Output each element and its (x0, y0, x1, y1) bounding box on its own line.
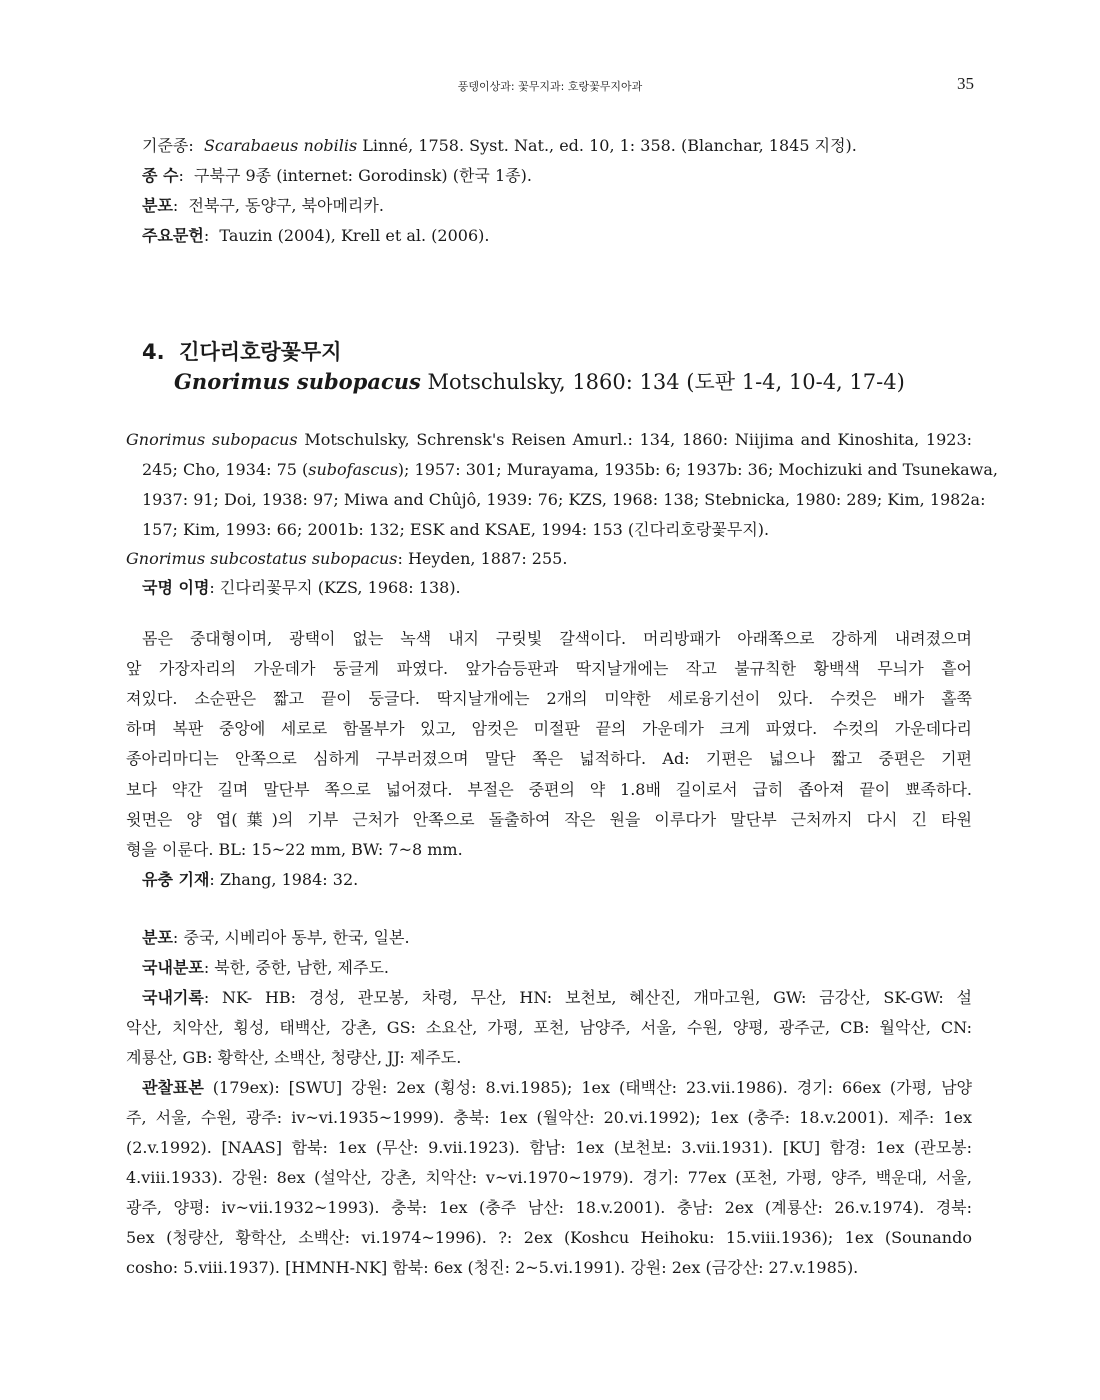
distribution-label: 분포 (142, 928, 173, 947)
description-line-1: 몸은 중대형이며, 광택이 없는 녹색 내지 구릿빛 갈색이다. 머리방패가 아래쪽으로 강하게 내려졌으며 (142, 629, 972, 648)
species-author-plates: Motschulsky, 1860: 134 (도판 1-4, 10-4, 17-4) (420, 370, 905, 394)
domestic-distribution-label: 국내분포 (142, 958, 204, 977)
specimens-line-3: (2.v.1992). [NAAS] 함북: 1ex (무산: 9.vii.1923). 함남: 1ex (보천보: 3.vii.1931). [KU] 함경: 1ex (관모봉: (126, 1138, 972, 1157)
domestic-records-line-2: 악산, 치악산, 횡성, 태백산, 강촌, GS: 소요산, 가평, 포천, 남양주, 서울, 수원, 양평, 광주군, CB: 월악산, CN: (126, 1018, 972, 1037)
domestic-records-label: 국내기록 (142, 988, 204, 1007)
korean-synonym-label: 국명 이명 (142, 578, 210, 597)
genus-distribution-label: 분포 (142, 196, 173, 215)
description-line-6: 보다 약간 길며 말단부 쪽으로 넓어졌다. 부절은 중편의 약 1.8배 길이로서 급히 좁아져 끝이 뾰족하다. (126, 780, 972, 799)
description-line-5: 종아리마디는 안쪽으로 심하게 구부러졌으며 말단 쪽은 넓적하다. Ad: 기편은 넓으나 짧고 중편은 기편 (126, 749, 972, 768)
species-number: 4. (142, 340, 165, 364)
species-count-line: 종 수: 구북구 9종 (internet: Gorodinsk) (한국 1종). (142, 166, 532, 185)
running-title: 풍뎅이상과: 꽃무지과: 호랑꽃무지아과 (457, 80, 643, 93)
description-line-3: 져있다. 소순판은 짧고 끝이 둥글다. 딱지날개에는 2개의 미약한 세로융기선이 있다. 수컷은 배가 홀쭉 (126, 689, 972, 708)
species-count-text: 구북구 9종 (internet: Gorodinsk) (한국 1종). (194, 166, 532, 185)
species-korean-name: 긴다리호랑꽃무지 (179, 340, 342, 364)
synonymy-line-5: Gnorimus subcostatus subopacus: Heyden, 1887: 255. (126, 549, 568, 568)
specimens-line-1: 관찰표본 (179ex): [SWU] 강원: 2ex (횡성: 8.vi.1985); 1ex (태백산: 23.vii.1986). 경기: 66ex (가평, 남양 (142, 1078, 972, 1097)
species-scientific-heading (174, 366, 905, 396)
domestic-distribution-line (142, 958, 389, 978)
distribution-line (142, 928, 410, 948)
type-species-name: Scarabaeus nobilis (203, 136, 358, 155)
larva-description-line (142, 870, 358, 890)
larva-text: : Zhang, 1984: 32. (209, 870, 359, 889)
larva-label: 유충 기재 (142, 870, 210, 889)
type-species-citation: Linné, 1758. Syst. Nat., ed. 10, 1: 358. (Blanchar, 1845 지정). (357, 136, 857, 155)
type-species-label: 기준종 (142, 136, 189, 155)
description-line-7: 윗면은 양 엽(葉)의 기부 근처가 안쪽으로 돌출하여 작은 원을 이루다가 말단부 근처까지 다시 긴 타원 (126, 810, 972, 829)
species-heading (142, 336, 342, 366)
key-references-label: 주요문헌 (142, 226, 204, 245)
domestic-distribution-text: : 북한, 중한, 남한, 제주도. (203, 958, 390, 977)
specimens-line-6: 5ex (청량산, 황학산, 소백산: vi.1974~1996). ?: 2ex (Koshcu Heihoku: 15.viii.1936); 1ex (Sounando (126, 1228, 972, 1247)
key-references-line: 주요문헌: Tauzin (2004), Krell et al. (2006). (142, 226, 490, 245)
species-scientific-name: Gnorimus subopacus (174, 369, 421, 394)
specimens-line-7: cosho: 5.viii.1937). [HMNH-NK] 함북: 6ex (청진: 2~5.vi.1991). 강원: 2ex (금강산: 27.v.1985). (126, 1258, 859, 1277)
distribution-text: : 중국, 시베리아 동부, 한국, 일본. (172, 928, 410, 947)
genus-distribution-line: 분포: 전북구, 동양구, 북아메리카. (142, 196, 384, 215)
description-line-2: 앞 가장자리의 가운데가 둥글게 파였다. 앞가슴등판과 딱지날개에는 작고 불규칙한 황백색 무늬가 흩어 (126, 659, 972, 678)
description-line-4: 하며 복판 중앙에 세로로 함몰부가 있고, 암컷은 미절판 끝의 가운데가 크게 파였다. 수컷의 가운데다리 (126, 719, 972, 738)
description-line-8: 형을 이룬다. BL: 15~22 mm, BW: 7~8 mm. (126, 840, 463, 859)
specimens-line-2: 주, 서울, 수원, 광주: iv~vi.1935~1999). 충북: 1ex (월악산: 20.vi.1992); 1ex (충주: 18.v.2001). 제주: 1ex (126, 1108, 972, 1127)
species-count-label: 종 수 (142, 166, 179, 185)
genus-distribution-text: 전북구, 동양구, 북아메리카. (188, 196, 384, 215)
synonymy-line-4: 157; Kim, 1993: 66; 2001b: 132; ESK and KSAE, 1994: 153 (긴다리호랑꽃무지). (142, 520, 770, 539)
synonymy-line-1: Gnorimus subopacus Motschulsky, Schrensk's Reisen Amurl.: 134, 1860: Niijima and Kinoshita, 1923: (126, 430, 973, 449)
specimens-line-4: 4.viii.1933). 강원: 8ex (설악산, 강촌, 치악산: v~vi.1970~1979). 경기: 77ex (포천, 가평, 양주, 백운대, 서울, (126, 1168, 972, 1187)
key-references-text: Tauzin (2004), Krell et al. (2006). (219, 226, 490, 245)
domestic-records-line-1: 국내기록: NK- HB: 경성, 관모봉, 차령, 무산, HN: 보천보, 혜산진, 개마고원, GW: 금강산, SK-GW: 설 (142, 988, 972, 1007)
page-number: 35 (957, 74, 974, 93)
synonymy-line-2: 245; Cho, 1934: 75 (subofascus); 1957: 301; Murayama, 1935b: 6; 1937b: 36; Mochizuki and Tsunekawa, (142, 460, 998, 479)
domestic-records-line-3: 계룡산, GB: 황학산, 소백산, 청량산, JJ: 제주도. (126, 1048, 462, 1067)
korean-synonym-line (142, 578, 461, 598)
specimens-line-5: 광주, 양평: iv~vii.1932~1993). 충북: 1ex (충주 남산: 18.v.2001). 충남: 2ex (계룡산: 26.v.1974). 경북: (126, 1198, 972, 1217)
synonymy-line-3: 1937: 91; Doi, 1938: 97; Miwa and Chûjô, 1939: 76; KZS, 1968: 138; Stebnicka, 1980: 289; Kim, 1982a: (142, 490, 986, 509)
korean-synonym-text: : 긴다리꽃무지 (KZS, 1968: 138). (209, 578, 461, 597)
specimens-label: 관찰표본 (142, 1078, 204, 1097)
type-species-line: 기준종: Scarabaeus nobilis Linné, 1758. Syst. Nat., ed. 10, 1: 358. (Blanchar, 1845 지정). (142, 136, 857, 155)
